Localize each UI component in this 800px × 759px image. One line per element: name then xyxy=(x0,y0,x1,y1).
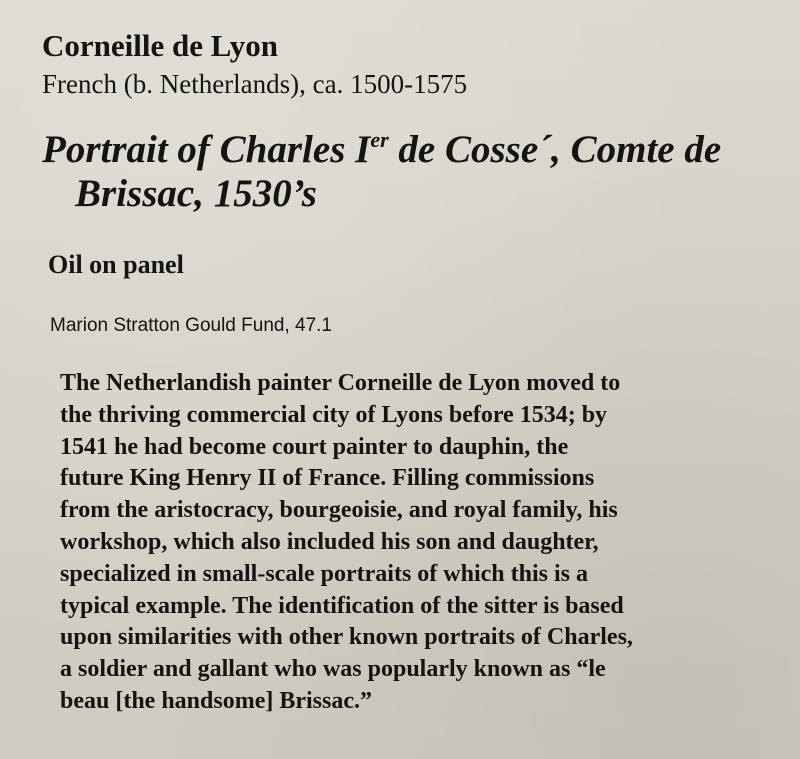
description-line: from the aristocracy, bourgeoisie, and royal family, his xyxy=(60,497,618,524)
description-line: a soldier and gallant who was popularly known as “le xyxy=(60,656,606,683)
artwork-title xyxy=(42,128,782,216)
description-text xyxy=(60,368,790,718)
description-line: typical example. The identification of the sitter is based xyxy=(60,592,624,619)
artwork-title-line-1 xyxy=(42,128,782,172)
description-line: beau [the handsome] Brissac.” xyxy=(60,687,373,714)
artwork-medium: Oil on panel xyxy=(48,250,184,279)
artwork-title-superscript: er xyxy=(370,127,389,152)
description-line: 1541 he had become court painter to dauphin, the xyxy=(60,433,569,460)
credit-line: Marion Stratton Gould Fund, 47.1 xyxy=(50,315,332,336)
artwork-title-part: de Cosse´, Comte de xyxy=(388,128,722,171)
description-line: future King Henry II of France. Filling commissions xyxy=(60,465,595,492)
artist-nationality-dates: French (b. Netherlands), ca. 1500-1575 xyxy=(42,69,468,99)
description-line: the thriving commercial city of Lyons before 1534; by xyxy=(60,401,608,428)
artwork-title-line-2: Brissac, 1530’s xyxy=(75,172,317,215)
description-line: specialized in small-scale portraits of which this is a xyxy=(60,560,588,587)
artist-name: Corneille de Lyon xyxy=(42,28,278,63)
artwork-title-part: Portrait of Charles I xyxy=(42,128,371,171)
description-line: upon similarities with other known portraits of Charles, xyxy=(60,624,633,651)
description-line: The Netherlandish painter Corneille de Lyon moved to xyxy=(60,370,621,396)
description-line: workshop, which also included his son and daughter, xyxy=(60,528,599,555)
